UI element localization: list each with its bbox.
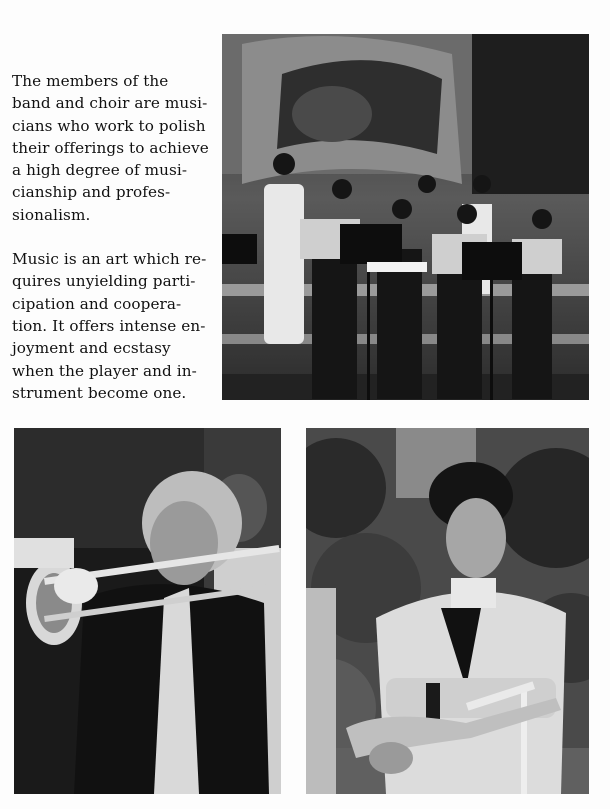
- paragraph-2-line: quires unyielding parti-: [12, 272, 196, 291]
- paragraph-2-line: tion. It offers intense en-: [12, 316, 206, 335]
- paragraph-1-line: their offerings to achieve: [12, 138, 209, 157]
- paragraph-1-line: The members of the: [12, 72, 169, 90]
- saxophone-player-photo: [306, 428, 589, 794]
- paragraph-gap: [12, 226, 217, 248]
- saxophone-photo-graphic: [306, 428, 589, 794]
- paragraph-2-line: strument become one.: [12, 383, 187, 402]
- trombone-player-photo: [14, 428, 281, 794]
- paragraph-2-line: Music is an art which re-: [12, 250, 207, 269]
- trombone-photo-graphic: [14, 428, 281, 794]
- band-photo-graphic: [222, 34, 589, 400]
- paragraph-1-line: cianship and profes-: [12, 183, 171, 202]
- paragraph-1-line: cians who work to polish: [12, 116, 206, 135]
- paragraph-1-line: sionalism.: [12, 205, 91, 224]
- paragraph-1-line: band and choir are musi-: [12, 94, 208, 113]
- band-performance-photo: [222, 34, 589, 400]
- body-text: [12, 70, 217, 404]
- paragraph-2-line: joyment and ecstasy: [12, 339, 171, 358]
- paragraph-2-line: cipation and coopera-: [12, 294, 182, 313]
- paragraph-1-line: a high degree of musi-: [12, 161, 188, 180]
- paragraph-2-line: when the player and in-: [12, 361, 197, 380]
